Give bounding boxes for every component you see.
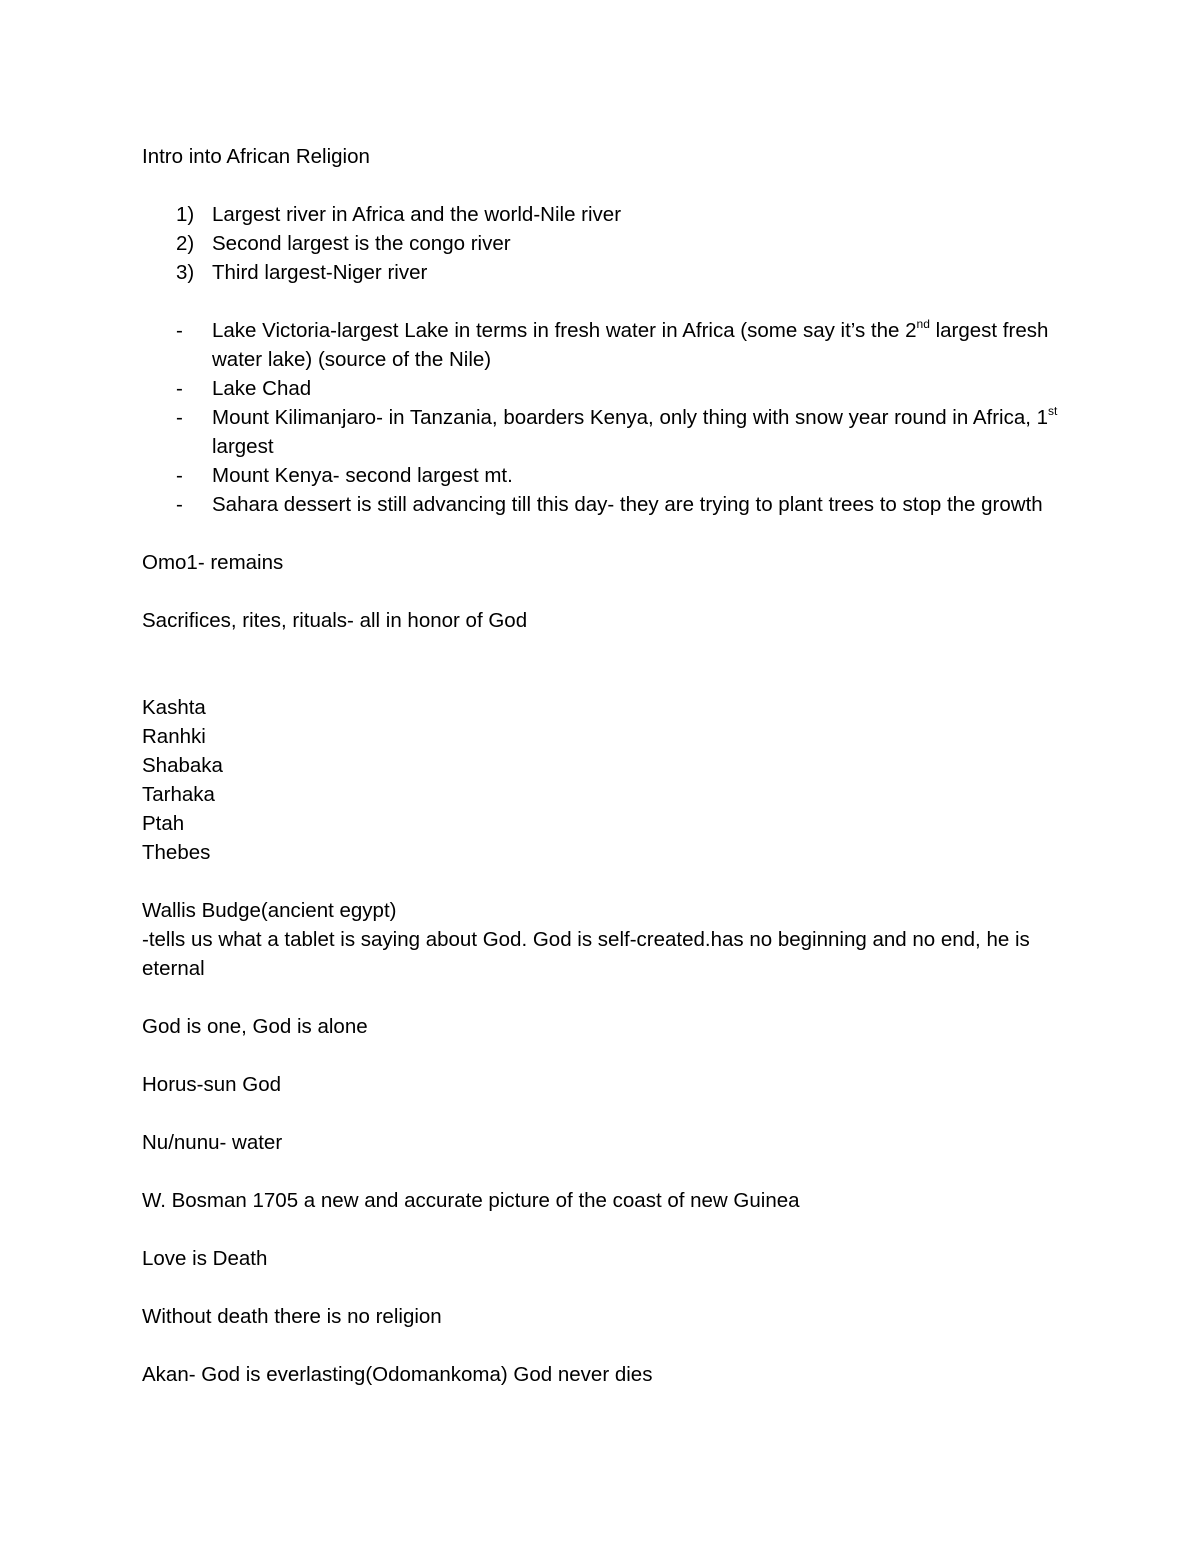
paragraph: Without death there is no religion xyxy=(142,1305,442,1328)
rivers-list xyxy=(142,200,1072,287)
list-item-text: Second largest is the congo river xyxy=(212,232,511,255)
list-item xyxy=(142,490,1072,519)
document-body xyxy=(142,142,1072,1389)
list-item-text: largest xyxy=(212,435,274,458)
list-item xyxy=(142,229,1072,258)
list-number: 3) xyxy=(176,261,195,284)
spacer xyxy=(142,577,1072,606)
paragraph: Wallis Budge(ancient egypt) xyxy=(142,899,397,922)
list-item xyxy=(142,258,1072,287)
list-item-text: Mount Kilimanjaro- in Tanzania, boarders Kenya, only thing with snow year round in Africa, 1 xyxy=(212,406,1049,429)
dash-marker: - xyxy=(176,377,183,400)
paragraph: God is one, God is alone xyxy=(142,1015,368,1038)
spacer xyxy=(142,983,1072,1012)
list-item xyxy=(142,374,1072,403)
spacer xyxy=(142,519,1072,548)
dash-marker: - xyxy=(176,319,183,342)
spacer xyxy=(142,1215,1072,1244)
name-line: Shabaka xyxy=(142,754,223,777)
paragraph: Nu/nunu- water xyxy=(142,1131,283,1154)
paragraph: Love is Death xyxy=(142,1247,268,1270)
spacer xyxy=(142,1099,1072,1128)
list-item-text: Largest river in Africa and the world-Nile river xyxy=(212,203,622,226)
name-line: Ranhki xyxy=(142,725,206,748)
list-item-text: Lake Chad xyxy=(212,377,312,400)
list-item-text: largest fresh water lake) (source of the Nile) xyxy=(212,319,1049,371)
name-line: Ptah xyxy=(142,812,185,835)
spacer xyxy=(142,287,1072,316)
dash-marker: - xyxy=(176,406,183,429)
list-number: 2) xyxy=(176,232,195,255)
paragraph: Horus-sun God xyxy=(142,1073,282,1096)
spacer xyxy=(142,1041,1072,1070)
paragraph: Akan- God is everlasting(Odomankoma) God never dies xyxy=(142,1363,653,1386)
list-item xyxy=(142,403,1072,461)
superscript: nd xyxy=(916,317,930,332)
paragraph: Omo1- remains xyxy=(142,551,284,574)
spacer xyxy=(142,1157,1072,1186)
list-item-text: Third largest-Niger river xyxy=(212,261,428,284)
spacer xyxy=(142,171,1072,200)
paragraph: -tells us what a tablet is saying about God. God is self-created.has no beginning and no end, he is eternal xyxy=(142,928,1036,980)
spacer xyxy=(142,1273,1072,1302)
list-item-text: Mount Kenya- second largest mt. xyxy=(212,464,513,487)
paragraph: W. Bosman 1705 a new and accurate picture of the coast of new Guinea xyxy=(142,1189,800,1212)
superscript: st xyxy=(1048,404,1058,419)
geography-bullets xyxy=(142,316,1072,519)
spacer xyxy=(142,635,1072,664)
list-item xyxy=(142,200,1072,229)
paragraph: Sacrifices, rites, rituals- all in honor of God xyxy=(142,609,528,632)
list-item-text: Sahara dessert is still advancing till this day- they are trying to plant trees to stop the growth xyxy=(212,493,1043,516)
name-line: Tarhaka xyxy=(142,783,215,806)
spacer xyxy=(142,664,1072,693)
spacer xyxy=(142,867,1072,896)
name-line: Thebes xyxy=(142,841,211,864)
document-title: Intro into African Religion xyxy=(142,145,370,168)
dash-marker: - xyxy=(176,464,183,487)
list-item xyxy=(142,316,1072,374)
spacer xyxy=(142,1331,1072,1360)
dash-marker: - xyxy=(176,493,183,516)
names-list xyxy=(142,693,1072,867)
name-line: Kashta xyxy=(142,696,206,719)
list-number: 1) xyxy=(176,203,195,226)
list-item xyxy=(142,461,1072,490)
list-item-text: Lake Victoria-largest Lake in terms in fresh water in Africa (some say it’s the 2 xyxy=(212,319,917,342)
